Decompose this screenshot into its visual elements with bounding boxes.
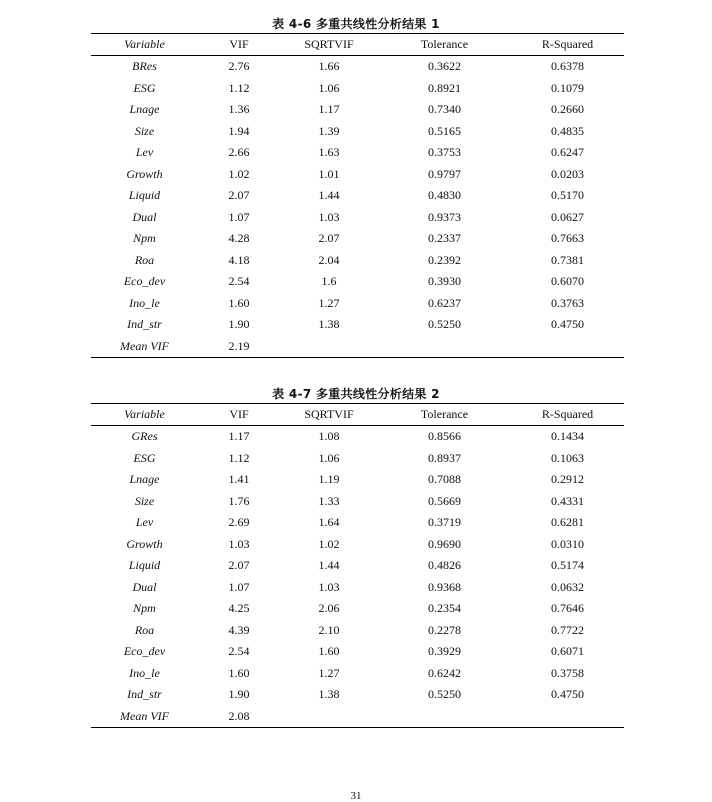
value-cell: 2.08 — [198, 706, 280, 728]
table-row — [91, 663, 624, 685]
value-cell: 0.6281 — [551, 515, 584, 530]
value-cell: 1.36 — [228, 102, 250, 117]
table-row — [91, 164, 624, 186]
table-row — [91, 448, 624, 470]
column-header: SQRTVIF — [280, 34, 378, 56]
value-cell: 1.44 — [318, 558, 340, 573]
variable-name-cell: ESG — [133, 450, 156, 465]
value-cell: 0.6242 — [428, 665, 461, 680]
variable-name-cell: Liquid — [128, 188, 161, 203]
value-cell: 1.12 — [228, 450, 250, 465]
table-row — [91, 577, 624, 599]
table-row — [91, 207, 624, 229]
value-cell: 0.7381 — [551, 252, 584, 267]
value-cell: 1.90 — [228, 317, 250, 332]
variable-name-cell: Growth — [126, 166, 163, 181]
value-cell: 1.06 — [318, 450, 340, 465]
value-cell: 1.44 — [318, 188, 340, 203]
value-cell: 1.6 — [321, 274, 337, 289]
value-cell: 1.07 — [228, 579, 250, 594]
table-row — [91, 706, 624, 728]
value-cell: 1.08 — [318, 429, 340, 444]
variable-name-cell: ESG — [133, 80, 156, 95]
column-header: R-Squared — [511, 34, 624, 56]
table-row — [91, 293, 624, 315]
value-cell: 0.2278 — [428, 622, 461, 637]
table-row — [91, 491, 624, 513]
value-cell: 1.12 — [228, 80, 250, 95]
value-cell: 1.02 — [228, 166, 250, 181]
table-1-header-row — [91, 34, 624, 56]
value-cell: 0.1434 — [551, 429, 584, 444]
value-cell: 2.06 — [318, 601, 340, 616]
value-cell: 0.4750 — [551, 687, 584, 702]
page-number: 31 — [350, 790, 362, 802]
value-cell: 0.4750 — [551, 317, 584, 332]
variable-name-cell: Ind_str — [127, 317, 162, 332]
value-cell: 0.9690 — [428, 536, 461, 551]
table-2-caption: 表 4-7 多重共线性分析结果 2 — [272, 387, 440, 401]
variable-name-cell: Dual — [132, 579, 157, 594]
table-row — [91, 250, 624, 272]
variable-name-cell: Size — [134, 123, 155, 138]
table-row — [91, 426, 624, 448]
value-cell: 0.2354 — [428, 601, 461, 616]
column-header: Tolerance — [378, 34, 511, 56]
value-cell: 0.5174 — [551, 558, 584, 573]
column-header: Tolerance — [378, 404, 511, 426]
column-header: Variable — [91, 34, 198, 56]
table-row — [91, 228, 624, 250]
variable-name-cell: Ind_str — [127, 687, 162, 702]
value-cell: 2.69 — [228, 515, 250, 530]
value-cell: 0.8921 — [428, 80, 461, 95]
variable-name-cell: Lev — [135, 145, 154, 160]
value-cell: 0.8566 — [428, 429, 461, 444]
value-cell: 1.41 — [228, 472, 250, 487]
table-row — [91, 142, 624, 164]
table-row — [91, 534, 624, 556]
value-cell: 0.6071 — [551, 644, 584, 659]
value-cell: 0.2337 — [428, 231, 461, 246]
value-cell: 1.19 — [318, 472, 340, 487]
value-cell: 0.7340 — [428, 102, 461, 117]
variable-name-cell: Npm — [133, 601, 156, 616]
value-cell: 1.64 — [318, 515, 340, 530]
value-cell: 1.03 — [318, 579, 340, 594]
variable-name-cell: Mean VIF — [91, 336, 198, 358]
value-cell: 0.4830 — [428, 188, 461, 203]
value-cell: 0.4826 — [428, 558, 461, 573]
value-cell: 0.0632 — [551, 579, 584, 594]
value-cell: 1.02 — [318, 536, 340, 551]
value-cell: 2.54 — [228, 274, 250, 289]
value-cell: 0.5250 — [428, 317, 461, 332]
value-cell: 1.39 — [318, 123, 340, 138]
variable-name-cell: Eco_dev — [123, 274, 166, 289]
value-cell: 1.63 — [318, 145, 340, 160]
column-header: VIF — [198, 34, 280, 56]
value-cell: 4.28 — [228, 231, 250, 246]
variable-name-cell: Lnage — [129, 472, 160, 487]
value-cell: 0.3763 — [551, 295, 584, 310]
value-cell: 2.07 — [228, 558, 250, 573]
variable-name-cell: Npm — [133, 231, 156, 246]
value-cell: 4.39 — [228, 622, 250, 637]
value-cell: 0.9797 — [428, 166, 461, 181]
value-cell: 0.1063 — [551, 450, 584, 465]
table-row — [91, 78, 624, 100]
column-header: SQRTVIF — [280, 404, 378, 426]
table-row — [91, 620, 624, 642]
variable-name-cell: GRes — [131, 429, 158, 444]
value-cell: 1.60 — [318, 644, 340, 659]
value-cell: 0.7646 — [551, 601, 584, 616]
value-cell: 1.03 — [318, 209, 340, 224]
value-cell: 0.8937 — [428, 450, 461, 465]
variable-name-cell: Ino_le — [129, 665, 160, 680]
value-cell: 2.04 — [318, 252, 340, 267]
value-cell: 0.0627 — [551, 209, 584, 224]
value-cell: 1.17 — [318, 102, 340, 117]
value-cell: 1.27 — [318, 295, 340, 310]
variable-name-cell: Ino_le — [129, 295, 160, 310]
value-cell: 0.0310 — [551, 536, 584, 551]
variable-name-cell: Lev — [135, 515, 154, 530]
table-row — [91, 684, 624, 706]
value-cell: 0.4835 — [551, 123, 584, 138]
value-cell: 0.5250 — [428, 687, 461, 702]
value-cell: 1.90 — [228, 687, 250, 702]
variable-name-cell: Size — [134, 493, 155, 508]
value-cell: 2.07 — [318, 231, 340, 246]
value-cell: 1.94 — [228, 123, 250, 138]
value-cell: 0.7088 — [428, 472, 461, 487]
value-cell: 2.54 — [228, 644, 250, 659]
variable-name-cell: BRes — [132, 59, 157, 74]
value-cell: 0.6070 — [551, 274, 584, 289]
value-cell: 0.7663 — [551, 231, 584, 246]
value-cell: 2.19 — [198, 336, 280, 358]
value-cell: 0.7722 — [551, 622, 584, 637]
value-cell: 1.60 — [228, 295, 250, 310]
value-cell: 1.01 — [318, 166, 340, 181]
variable-name-cell: Roa — [134, 622, 155, 637]
value-cell: 0.0203 — [551, 166, 584, 181]
value-cell: 2.07 — [228, 188, 250, 203]
value-cell: 0.4331 — [551, 493, 584, 508]
value-cell — [280, 336, 378, 358]
variable-name-cell: Liquid — [128, 558, 161, 573]
value-cell: 0.5669 — [428, 493, 461, 508]
value-cell: 1.66 — [318, 59, 340, 74]
table-row — [91, 598, 624, 620]
value-cell: 1.17 — [228, 429, 250, 444]
value-cell: 2.10 — [318, 622, 340, 637]
table-row — [91, 641, 624, 663]
value-cell: 0.1079 — [551, 80, 584, 95]
value-cell: 0.6247 — [551, 145, 584, 160]
value-cell: 0.2392 — [428, 252, 461, 267]
table-row — [91, 56, 624, 78]
table-row — [91, 469, 624, 491]
variable-name-cell: Lnage — [129, 102, 160, 117]
value-cell: 0.3758 — [551, 665, 584, 680]
value-cell: 0.3930 — [428, 274, 461, 289]
value-cell: 0.2660 — [551, 102, 584, 117]
variable-name-cell: Dual — [132, 209, 157, 224]
table-row — [91, 185, 624, 207]
variable-name-cell: Roa — [134, 252, 155, 267]
value-cell: 4.18 — [228, 252, 250, 267]
value-cell: 1.38 — [318, 317, 340, 332]
value-cell: 0.3929 — [428, 644, 461, 659]
value-cell: 0.6237 — [428, 295, 461, 310]
value-cell — [280, 706, 378, 728]
value-cell: 0.9373 — [428, 209, 461, 224]
value-cell: 0.3719 — [428, 515, 461, 530]
variable-name-cell: Mean VIF — [91, 706, 198, 728]
value-cell: 1.03 — [228, 536, 250, 551]
value-cell: 1.33 — [318, 493, 340, 508]
value-cell: 0.2912 — [551, 472, 584, 487]
value-cell — [511, 706, 624, 728]
value-cell: 0.3622 — [428, 59, 461, 74]
value-cell — [378, 336, 511, 358]
value-cell: 2.76 — [228, 59, 250, 74]
value-cell: 4.25 — [228, 601, 250, 616]
column-header: VIF — [198, 404, 280, 426]
value-cell: 0.9368 — [428, 579, 461, 594]
variable-name-cell: Growth — [126, 536, 163, 551]
value-cell: 2.66 — [228, 145, 250, 160]
value-cell: 0.6378 — [551, 59, 584, 74]
value-cell: 1.07 — [228, 209, 250, 224]
column-header: Variable — [91, 404, 198, 426]
table-row — [91, 271, 624, 293]
value-cell: 1.06 — [318, 80, 340, 95]
value-cell: 1.76 — [228, 493, 250, 508]
value-cell: 0.5170 — [551, 188, 584, 203]
value-cell: 1.27 — [318, 665, 340, 680]
value-cell: 1.38 — [318, 687, 340, 702]
table-row — [91, 99, 624, 121]
value-cell: 0.3753 — [428, 145, 461, 160]
variable-name-cell: Eco_dev — [123, 644, 166, 659]
value-cell: 0.5165 — [428, 123, 461, 138]
table-row — [91, 555, 624, 577]
table-1 — [91, 33, 624, 358]
value-cell — [511, 336, 624, 358]
table-row — [91, 314, 624, 336]
table-1-caption: 表 4-6 多重共线性分析结果 1 — [272, 17, 440, 31]
table-2 — [91, 403, 624, 728]
table-row — [91, 121, 624, 143]
table-2-header-row — [91, 404, 624, 426]
table-row — [91, 336, 624, 358]
table-row — [91, 512, 624, 534]
value-cell — [378, 706, 511, 728]
value-cell: 1.60 — [228, 665, 250, 680]
column-header: R-Squared — [511, 404, 624, 426]
